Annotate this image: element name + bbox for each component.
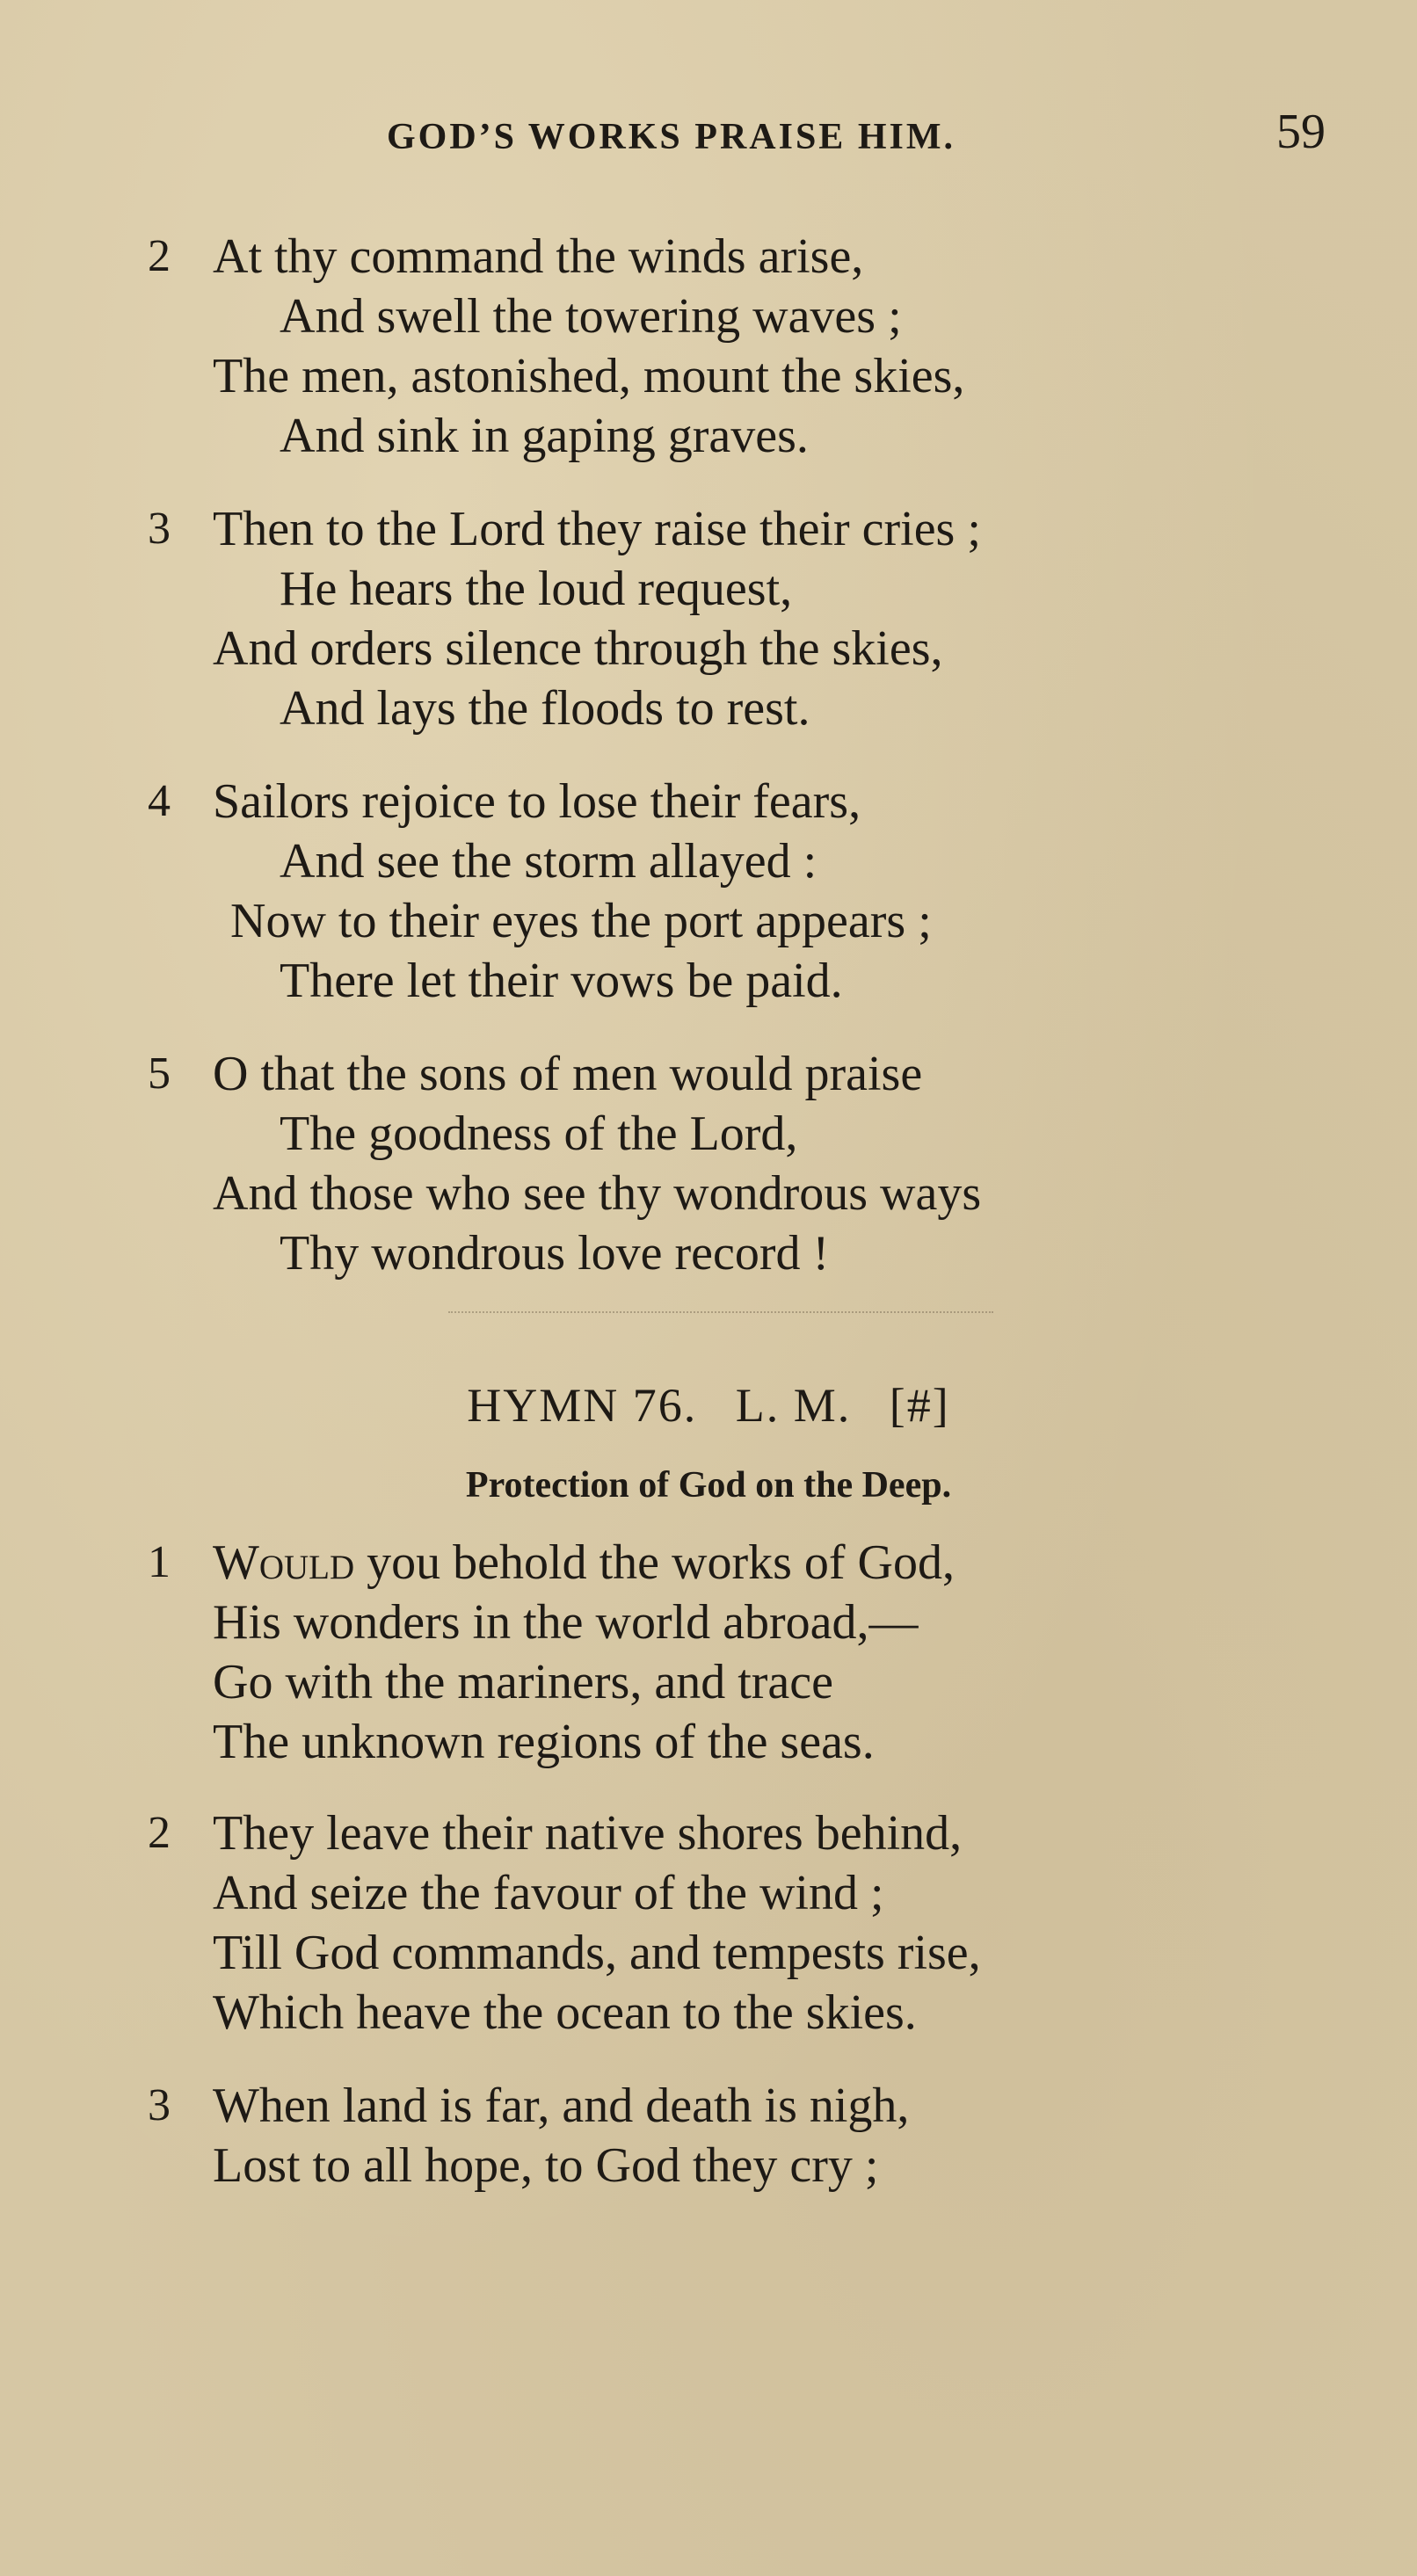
verse-line-rest: you behold the works of God,: [354, 1535, 955, 1590]
verse-line: They leave their native shores behind,: [213, 1806, 963, 1861]
stanza-number: 2: [148, 231, 171, 281]
stanza-line: [0, 831, 1417, 891]
stanza-number: 3: [148, 504, 171, 554]
stanza-line: [0, 1923, 1417, 1983]
stanza-line: [0, 559, 1417, 619]
verse-line: And see the storm allayed :: [280, 834, 818, 889]
verse-line: Lost to all hope, to God they cry ;: [213, 2138, 879, 2193]
verse-line: There let their vows be paid.: [280, 954, 843, 1008]
stanza-2-prev: [0, 227, 1417, 466]
hymn-subtitle: Protection of God on the Deep.: [465, 1465, 952, 1506]
stanza-number: 1: [148, 1537, 171, 1587]
stanza-line: [0, 2076, 1417, 2136]
running-title: GOD’S WORKS PRAISE HIM.: [387, 117, 956, 157]
hymn-meter: L. M.: [735, 1379, 852, 1432]
verse-line: Then to the Lord they raise their cries ;: [213, 502, 981, 556]
stanza-line: [0, 1712, 1417, 1772]
hymn-title: HYMN 76.: [467, 1379, 698, 1432]
stanza-line: [0, 2136, 1417, 2195]
stanza-line: [0, 406, 1417, 466]
verse-line: O that the sons of men would praise: [213, 1047, 923, 1101]
stanza-line: [0, 499, 1417, 559]
verse-line: [213, 1533, 955, 1593]
stanza-line: [0, 1104, 1417, 1164]
stanza-line: [0, 1044, 1417, 1104]
stanza-line: [0, 951, 1417, 1011]
verse-line: The unknown regions of the seas.: [213, 1715, 875, 1769]
verse-line: And lays the floods to rest.: [280, 681, 810, 736]
verse-line: And seize the favour of the wind ;: [213, 1866, 884, 1920]
stanza-3-prev: [0, 499, 1417, 738]
section-divider: [448, 1311, 993, 1331]
page-number: 59: [1276, 105, 1326, 159]
initial-word: Would: [213, 1535, 355, 1590]
stanza-number: 4: [148, 776, 171, 826]
verse-line: At thy command the winds arise,: [213, 229, 864, 284]
hymn-stanza-2: [0, 1803, 1417, 2043]
hymn-heading: [0, 1378, 1417, 1433]
page-header: [0, 104, 1417, 165]
stanza-line: [0, 619, 1417, 678]
verse-line: When land is far, and death is nigh,: [213, 2079, 910, 2133]
stanza-line: [0, 1593, 1417, 1652]
stanza-line: [0, 1223, 1417, 1283]
verse-line: And orders silence through the skies,: [213, 621, 943, 676]
stanza-4-prev: [0, 772, 1417, 1011]
verse-line: Sailors rejoice to lose their fears,: [213, 774, 861, 829]
stanza-line: [0, 891, 1417, 951]
verse-line: And sink in gaping graves.: [280, 409, 809, 463]
verse-line: His wonders in the world abroad,—: [213, 1595, 919, 1650]
verse-line: And swell the towering waves ;: [280, 289, 902, 344]
verse-line: And those who see thy wondrous ways: [213, 1166, 982, 1221]
hymn-stanza-1: [0, 1533, 1417, 1772]
stanza-line: [0, 1983, 1417, 2043]
verse-line: Now to their eyes the port appears ;: [230, 894, 932, 948]
stanza-line: [0, 287, 1417, 346]
verse-line: Thy wondrous love record !: [280, 1226, 830, 1281]
stanza-number: 2: [148, 1808, 171, 1858]
stanza-line: [0, 1164, 1417, 1223]
stanza-line: [0, 227, 1417, 287]
stanza-line: [0, 1803, 1417, 1863]
verse-line: Till God commands, and tempests rise,: [213, 1926, 981, 1980]
verse-line: The goodness of the Lord,: [280, 1107, 798, 1161]
stanza-5-prev: [0, 1044, 1417, 1283]
hymn-mark: [#]: [889, 1379, 950, 1432]
hymn-stanza-3: [0, 2076, 1417, 2195]
verse-line: Which heave the ocean to the skies.: [213, 1985, 917, 2040]
stanza-line: [0, 678, 1417, 738]
stanza-line: [0, 1533, 1417, 1593]
stanza-number: 5: [148, 1049, 171, 1099]
stanza-line: [0, 346, 1417, 406]
verse-line: The men, astonished, mount the skies,: [213, 349, 965, 403]
verse-line: He hears the loud request,: [280, 562, 793, 616]
stanza-line: [0, 1863, 1417, 1923]
stanza-number: 3: [148, 2080, 171, 2130]
verse-line: Go with the mariners, and trace: [213, 1655, 833, 1709]
stanza-line: [0, 772, 1417, 831]
stanza-line: [0, 1652, 1417, 1712]
